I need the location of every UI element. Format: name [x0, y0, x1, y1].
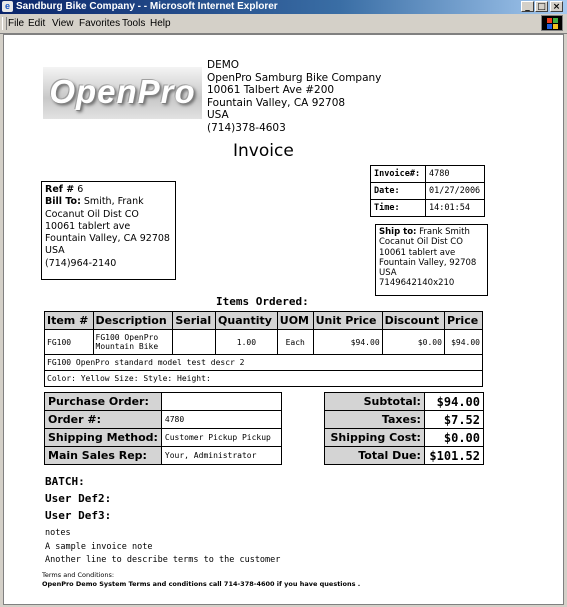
item-serial — [173, 330, 216, 355]
item-unit-price: $94.00 — [313, 330, 382, 355]
table-row — [325, 429, 484, 447]
address-line: Cocanut Oil Dist CO — [379, 237, 463, 248]
ship-to-line — [379, 227, 484, 237]
address-line: USA — [379, 268, 397, 279]
ref-line — [45, 184, 172, 196]
invoice-date: 01/27/2006 — [426, 183, 485, 200]
item-uom: Each — [277, 330, 313, 355]
table-row — [45, 330, 483, 355]
company-line: (714)378-4603 — [207, 121, 286, 134]
notes-line: Another line to describe terms to the customer — [45, 555, 281, 565]
address-line: USA — [45, 245, 65, 257]
purchase-order-value — [161, 393, 281, 411]
page-content[interactable] — [3, 34, 564, 605]
bill-to-label: Bill To: — [45, 196, 81, 208]
menu-tools[interactable]: Tools — [122, 18, 146, 29]
openpro-logo: OpenPro — [43, 67, 202, 119]
notes-line: A sample invoice note — [45, 542, 153, 552]
table-row — [45, 411, 282, 429]
ref-number: 6 — [77, 184, 84, 195]
address-line: Cocanut Oil Dist CO — [45, 208, 139, 220]
order-number-label: Order #: — [45, 411, 162, 429]
total-due-value: $101.52 — [424, 447, 483, 465]
table-row — [45, 371, 483, 387]
ref-label: Ref # — [45, 184, 75, 195]
meta-label: Invoice#: — [371, 166, 426, 183]
user-def3-label: User Def3: — [45, 509, 112, 522]
batch-label: BATCH: — [45, 475, 85, 488]
address-line: 7149642140x210 — [379, 278, 455, 289]
meta-label: Time: — [371, 200, 426, 217]
col-unit-price: Unit Price — [313, 312, 382, 330]
menu-bar — [0, 14, 567, 34]
company-line: 10061 Talbert Ave #200 — [207, 84, 335, 96]
notes-line: notes — [45, 528, 71, 538]
col-description: Description — [93, 312, 173, 330]
item-attributes: Color: Yellow Size: Style: Height: — [45, 371, 483, 387]
items-heading: Items Ordered: — [216, 295, 309, 308]
order-number-value: 4780 — [161, 411, 281, 429]
company-line: DEMO — [207, 59, 240, 71]
ship-to-name: Frank Smith — [419, 227, 470, 237]
table-row — [45, 393, 282, 411]
item-discount: $0.00 — [382, 330, 444, 355]
item-description — [93, 330, 173, 355]
menu-favorites[interactable]: Favorites — [79, 18, 121, 29]
item-quantity: 1.00 — [216, 330, 278, 355]
purchase-order-label: Purchase Order: — [45, 393, 162, 411]
terms-label: Terms and Conditions: — [42, 571, 115, 579]
description-line: Mountain Bike — [95, 342, 159, 351]
invoice-time: 14:01:54 — [426, 200, 485, 217]
ship-to-label: Ship to: — [379, 227, 417, 237]
table-row — [371, 200, 485, 217]
order-info-table — [44, 392, 282, 465]
bill-to-line — [45, 196, 172, 208]
item-price: $94.00 — [444, 330, 482, 355]
window-title: Sandburg Bike Company - - Microsoft Internet Explorer — [16, 1, 278, 12]
address-line: Fountain Valley, 92708 — [379, 257, 477, 268]
subtotal-label: Subtotal: — [325, 393, 425, 411]
menu-view[interactable]: View — [52, 18, 74, 29]
table-row — [325, 411, 484, 429]
sales-rep-value: Your, Administrator — [161, 447, 281, 465]
close-button[interactable]: × — [550, 1, 563, 12]
bill-to-name: Smith, Frank — [83, 196, 144, 208]
company-line: OpenPro Samburg Bike Company — [207, 71, 382, 84]
address-line: (714)964-2140 — [45, 257, 117, 269]
col-uom: UOM — [277, 312, 313, 330]
address-line: Fountain Valley, CA 92708 — [45, 233, 170, 245]
item-extra-description: FG100 OpenPro standard model test descr 2 — [45, 355, 483, 371]
window-title-bar[interactable] — [0, 0, 567, 14]
shipping-cost-value: $0.00 — [424, 429, 483, 447]
item-number: FG100 — [45, 330, 94, 355]
menu-help[interactable]: Help — [150, 18, 171, 29]
shipping-cost-label: Shipping Cost: — [325, 429, 425, 447]
col-discount: Discount — [382, 312, 444, 330]
menu-file[interactable]: File — [8, 18, 25, 29]
subtotal-value: $94.00 — [424, 393, 483, 411]
invoice-number: 4780 — [426, 166, 485, 183]
minimize-button[interactable]: _ — [521, 1, 534, 12]
ship-to-box — [375, 224, 488, 296]
invoice-meta-table — [370, 165, 485, 217]
maximize-button[interactable]: □ — [535, 1, 548, 12]
shipping-method-value: Customer Pickup Pickup — [161, 429, 281, 447]
taxes-label: Taxes: — [325, 411, 425, 429]
bill-to-box — [41, 181, 176, 280]
company-address — [207, 59, 381, 134]
meta-label: Date: — [371, 183, 426, 200]
table-header-row — [45, 312, 483, 330]
taxes-value: $7.52 — [424, 411, 483, 429]
table-row — [325, 447, 484, 465]
table-row — [325, 393, 484, 411]
ie-icon: e — [2, 1, 13, 12]
description-line: FG100 OpenPro — [95, 333, 159, 342]
windows-logo-icon — [541, 15, 563, 31]
col-item: Item # — [45, 312, 94, 330]
table-row — [45, 355, 483, 371]
address-line: 10061 tablert ave — [45, 220, 131, 232]
menu-edit[interactable]: Edit — [28, 18, 46, 29]
col-price: Price — [444, 312, 482, 330]
items-table — [44, 311, 483, 387]
sales-rep-label: Main Sales Rep: — [45, 447, 162, 465]
table-row — [45, 447, 282, 465]
col-quantity: Quantity — [216, 312, 278, 330]
page-title: Invoice — [233, 141, 294, 161]
company-line: Fountain Valley, CA 92708 — [207, 96, 346, 109]
user-def2-label: User Def2: — [45, 492, 112, 505]
table-row — [371, 166, 485, 183]
totals-table — [324, 392, 484, 465]
col-serial: Serial — [173, 312, 216, 330]
company-line: USA — [207, 109, 229, 121]
total-due-label: Total Due: — [325, 447, 425, 465]
table-row — [371, 183, 485, 200]
address-line: 10061 tablert ave — [379, 247, 456, 258]
terms-text: OpenPro Demo System Terms and conditions call 714-378-4600 if you have questions . — [42, 580, 361, 588]
shipping-method-label: Shipping Method: — [45, 429, 162, 447]
toolbar-grip[interactable] — [2, 17, 7, 30]
table-row — [45, 429, 282, 447]
